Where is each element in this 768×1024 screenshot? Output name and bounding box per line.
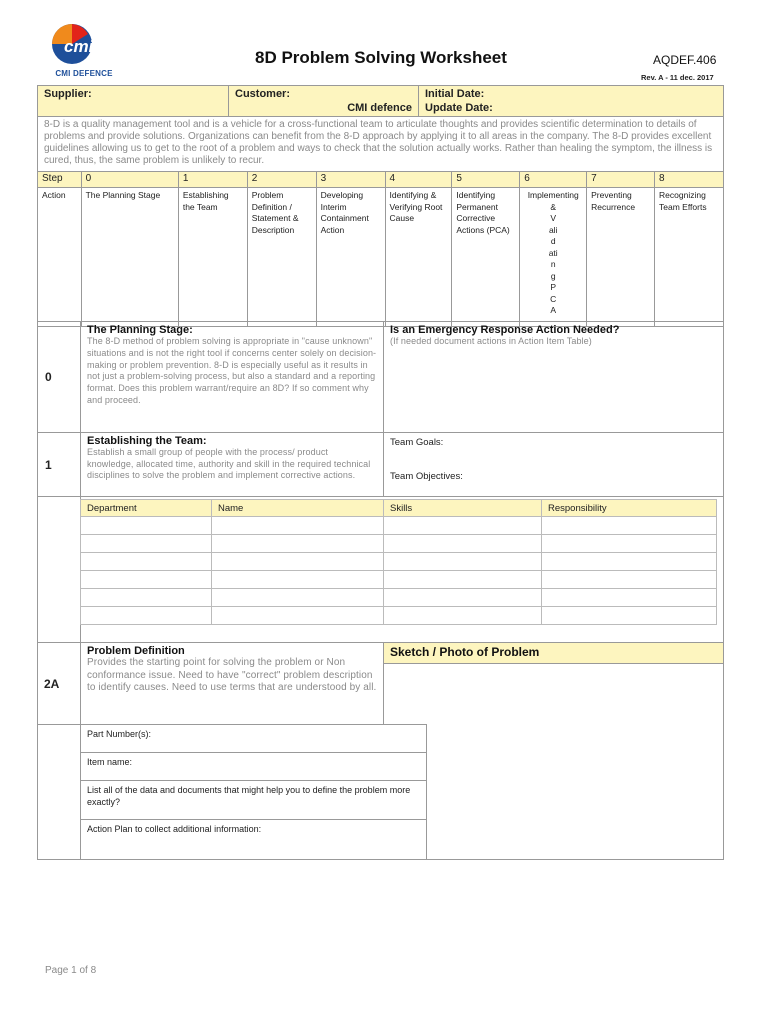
responsibility-cell[interactable] <box>542 571 717 589</box>
step-number: 1 <box>178 172 247 188</box>
section-title: Problem Definition <box>87 645 185 657</box>
name-cell[interactable] <box>212 517 384 535</box>
vertical-char: & <box>550 201 557 212</box>
customer-label: Customer: <box>235 88 291 100</box>
section-description: Provides the starting point for solving the problem or Non conformance issue. Need to have "correct" problem description to identify causes. Need to use terms that are understood by all. <box>87 657 377 693</box>
section-description: Establish a small group of people with the process/ product knowledge, allocated time, authority and skill in the required technical disciplines to solve the problem and implement corrective actions. <box>87 447 371 480</box>
responsibility-cell[interactable] <box>542 535 717 553</box>
step-label: Step <box>38 172 82 188</box>
name-cell[interactable] <box>212 535 384 553</box>
team-goals-cell[interactable] <box>384 433 723 496</box>
vertical-char: A <box>550 305 557 315</box>
col-header-department: Department <box>81 500 212 517</box>
intro-paragraph: 8-D is a quality management tool and is a vehicle for a cross-functional team to articulate thoughts and provides scientific determination to details of problems and provide solutions. Organizations can benefit from the 8-D approach by applying it to all areas in the company. The 8-D provides excellent guidelines allowing us to get to the root of a problem and ways to check that the solution actually works. Rather than healing the symptom, the illness is cured, thus, the same problem is unlikely to recur. <box>37 117 724 171</box>
department-cell[interactable] <box>81 553 212 571</box>
vertical-char: n <box>550 259 556 269</box>
step-action: Identifying Permanent Corrective Actions (PCA) <box>452 188 520 327</box>
part-numbers-field[interactable] <box>81 724 427 753</box>
section-0 <box>37 321 724 433</box>
section-1 <box>37 432 724 497</box>
vertical-char: V <box>550 213 557 223</box>
planning-stage-cell[interactable] <box>81 322 384 432</box>
initial-date-label: Initial Date: <box>425 88 485 100</box>
team-objectives-label: Team Objectives: <box>390 471 463 482</box>
table-row <box>81 571 717 589</box>
col-header-responsibility: Responsibility <box>542 500 717 517</box>
supplier-label: Supplier: <box>44 88 92 100</box>
problem-definition-cell[interactable] <box>81 643 384 725</box>
action-label: Action <box>38 188 82 327</box>
col-header-name: Name <box>212 500 384 517</box>
col-header-skills: Skills <box>384 500 542 517</box>
step-action: Establishing the Team <box>178 188 247 327</box>
step-action: Developing Interim Containment Action <box>316 188 385 327</box>
department-cell[interactable] <box>81 589 212 607</box>
department-cell[interactable] <box>81 535 212 553</box>
update-date-label: Update Date: <box>425 102 493 114</box>
steps-action-row <box>38 188 724 327</box>
responsibility-cell[interactable] <box>542 589 717 607</box>
page-number: Page 1 of 8 <box>45 965 97 976</box>
step-number: 5 <box>452 172 520 188</box>
action-plan-field[interactable] <box>81 819 427 860</box>
emergency-response-title: Is an Emergency Response Action Needed? <box>390 324 620 336</box>
supplier-cell[interactable] <box>38 86 229 116</box>
table-row <box>81 535 717 553</box>
section-description: The 8-D method of problem solving is appropriate in "cause unknown" situations and is not the right tool if concerns center solely on decision-making or problem prevention. 8-D is especially useful as it results in not just a problem-solving process, but also a standard and a reporting format. Does this problem warrant/require an 8D? If so comment why and proceed. <box>87 336 377 405</box>
skills-cell[interactable] <box>384 571 542 589</box>
vertical-char: P <box>550 282 557 292</box>
step-action: Preventing Recurrence <box>587 188 655 327</box>
sketch-photo-title: Sketch / Photo of Problem <box>384 643 723 664</box>
skills-cell[interactable] <box>384 535 542 553</box>
vertical-char: g <box>550 270 556 281</box>
dates-cell[interactable] <box>419 86 723 116</box>
responsibility-cell[interactable] <box>542 607 717 625</box>
item-name-label: Item name: <box>87 757 133 767</box>
team-table <box>80 499 717 625</box>
team-table-header <box>81 500 717 517</box>
implementing-label: Implementing <box>527 190 579 200</box>
section-number: 1 <box>38 433 81 496</box>
name-cell[interactable] <box>212 571 384 589</box>
table-row <box>81 517 717 535</box>
customer-value: CMI defence <box>347 102 412 114</box>
name-cell[interactable] <box>212 553 384 571</box>
table-row <box>81 589 717 607</box>
name-cell[interactable] <box>212 589 384 607</box>
step-action: Identifying & Verifying Root Cause <box>385 188 452 327</box>
step-number: 0 <box>81 172 178 188</box>
step-action-implementing <box>520 188 587 327</box>
section-number: 2A <box>38 642 81 724</box>
team-goals-label: Team Goals: <box>390 437 444 448</box>
svg-text:cmi: cmi <box>64 37 94 56</box>
document-title: 8D Problem Solving Worksheet <box>255 48 507 67</box>
name-cell[interactable] <box>212 607 384 625</box>
customer-cell[interactable] <box>229 86 419 116</box>
step-action: Recognizing Team Efforts <box>655 188 724 327</box>
emergency-response-cell[interactable] <box>384 322 723 432</box>
info-row <box>37 85 724 117</box>
section-title: Establishing the Team: <box>87 435 207 447</box>
steps-table <box>37 171 724 327</box>
step-number: 8 <box>655 172 724 188</box>
step-number: 4 <box>385 172 452 188</box>
establishing-team-cell[interactable] <box>81 433 384 496</box>
step-number: 7 <box>587 172 655 188</box>
step-number: 3 <box>316 172 385 188</box>
company-name: CMI DEFENCE <box>55 69 113 78</box>
vertical-char: ati <box>548 247 558 258</box>
step-number: 2 <box>247 172 316 188</box>
skills-cell[interactable] <box>384 517 542 535</box>
vertical-char: C <box>550 293 557 304</box>
department-cell[interactable] <box>81 517 212 535</box>
section-number: 0 <box>38 322 81 432</box>
section-2a <box>37 642 724 860</box>
sketch-photo-area[interactable] <box>384 643 723 859</box>
department-cell[interactable] <box>81 607 212 625</box>
step-action: Problem Definition / Statement & Description <box>247 188 316 327</box>
document-code: AQDEF.406 <box>653 53 717 67</box>
section-title: The Planning Stage: <box>87 324 193 336</box>
steps-header-row <box>38 172 724 188</box>
action-plan-label: Action Plan to collect additional information: <box>87 824 262 834</box>
department-cell[interactable] <box>81 571 212 589</box>
data-documents-field[interactable] <box>81 780 427 820</box>
item-name-field[interactable] <box>81 752 427 781</box>
table-row <box>81 553 717 571</box>
section-number-blank <box>38 497 81 642</box>
implementing-vertical-text <box>524 202 582 317</box>
emergency-response-note: (If needed document actions in Action Item Table) <box>390 336 592 346</box>
document-revision: Rev. A - 11 dec. 2017 <box>641 73 714 82</box>
responsibility-cell[interactable] <box>542 517 717 535</box>
step-action: The Planning Stage <box>81 188 178 327</box>
responsibility-cell[interactable] <box>542 553 717 571</box>
data-documents-label: List all of the data and documents that might help you to define the problem more exactly? <box>87 785 411 807</box>
section-number-blank <box>38 724 81 860</box>
part-numbers-label: Part Number(s): <box>87 729 152 739</box>
vertical-char: d <box>550 236 556 246</box>
skills-cell[interactable] <box>384 553 542 571</box>
vertical-char: ali <box>548 224 558 235</box>
table-row <box>81 607 717 625</box>
step-number: 6 <box>520 172 587 188</box>
skills-cell[interactable] <box>384 607 542 625</box>
skills-cell[interactable] <box>384 589 542 607</box>
